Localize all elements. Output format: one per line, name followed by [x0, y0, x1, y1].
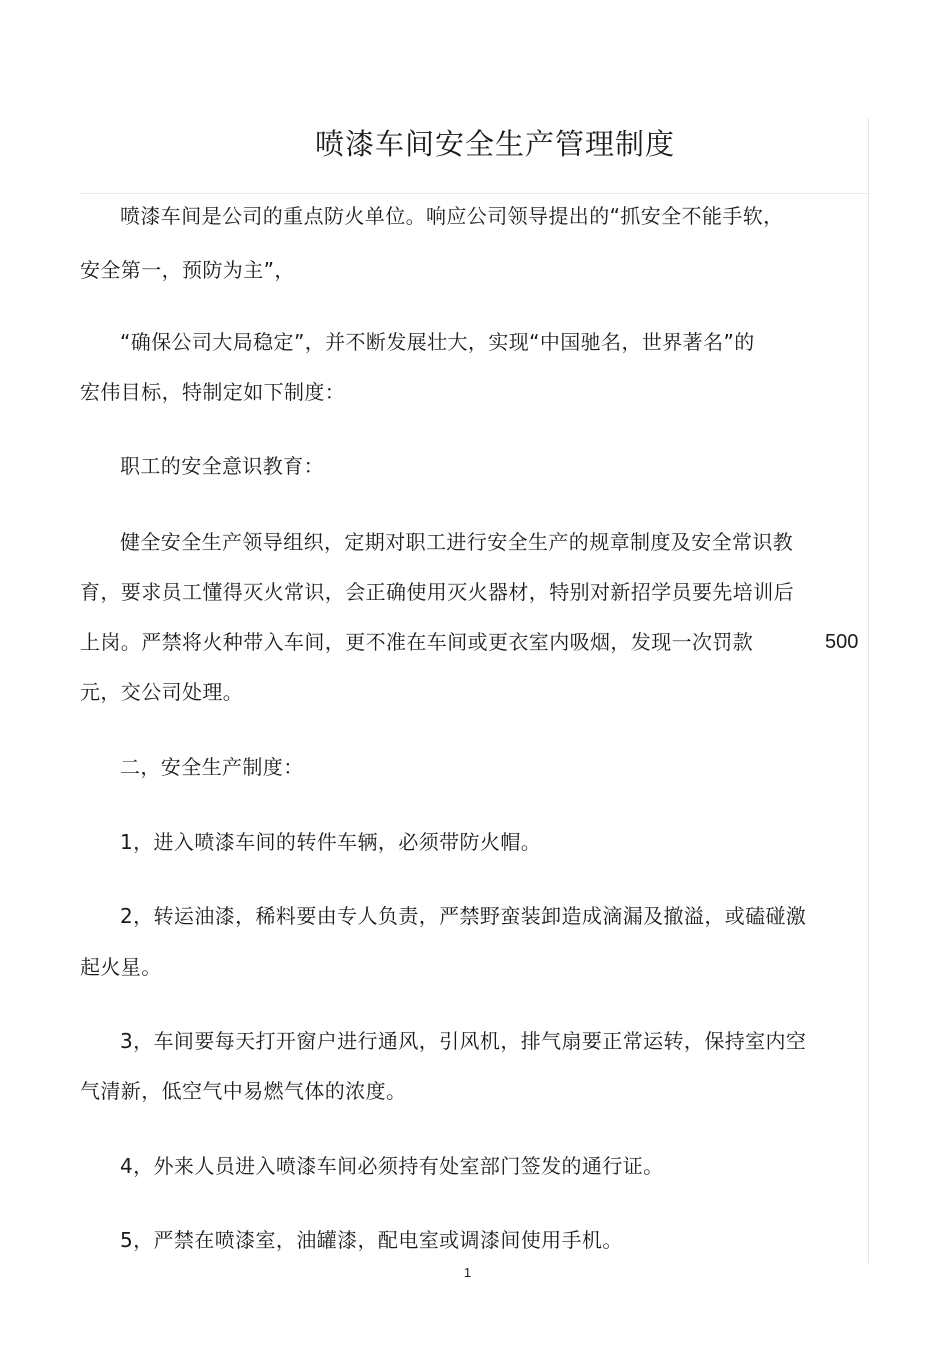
- fine-amount: 500: [825, 631, 859, 653]
- rule-5: 5，严禁在喷漆室，油罐漆，配电室或调漆间使用手机。: [120, 1228, 623, 1252]
- para1-line2: 安全第一，预防为主”，: [80, 258, 295, 282]
- section-heading-education: 职工的安全意识教育：: [120, 454, 324, 478]
- rule-1: 1，进入喷漆车间的转件车辆，必须带防火帽。: [120, 830, 542, 854]
- para3-line4: 元，交公司处理。: [80, 680, 244, 704]
- para1-line1: 喷漆车间是公司的重点防火单位。响应公司领导提出的“抓安全不能手软，: [120, 204, 784, 228]
- rule-2-line2: 起火星。: [80, 955, 162, 979]
- rule-2-line1: 2，转运油漆，稀料要由专人负责，严禁野蛮装卸造成滴漏及撤溢，或磕碰激: [120, 904, 807, 928]
- para3-line1: 健全安全生产领导组织，定期对职工进行安全生产的规章制度及安全常识教: [120, 530, 794, 554]
- title-divider: [80, 193, 869, 194]
- page-right-rule: [868, 118, 869, 1263]
- para3-line3: 上岗。严禁将火种带入车间，更不准在车间或更衣室内吸烟，发现一次罚款: [80, 630, 754, 654]
- rule-3-line1: 3，车间要每天打开窗户进行通风，引风机，排气扇要正常运转，保持室内空: [120, 1029, 807, 1053]
- rule-4: 4，外来人员进入喷漆车间必须持有处室部门签发的通行证。: [120, 1154, 664, 1178]
- rule-3-line2: 气清新，低空气中易燃气体的浓度。: [80, 1079, 407, 1103]
- para3-line2: 育，要求员工懂得灭火常识，会正确使用灭火器材，特别对新招学员要先培训后: [80, 580, 794, 604]
- document-title: 喷漆车间安全生产管理制度: [314, 127, 675, 161]
- para2-line1: “确保公司大局稳定”，并不断发展壮大，实现“中国驰名，世界著名”的: [120, 330, 755, 354]
- para2-line2: 宏伟目标，特制定如下制度：: [80, 380, 346, 404]
- section-heading-rules: 二，安全生产制度：: [120, 755, 304, 779]
- page-number: 1: [463, 1265, 472, 1280]
